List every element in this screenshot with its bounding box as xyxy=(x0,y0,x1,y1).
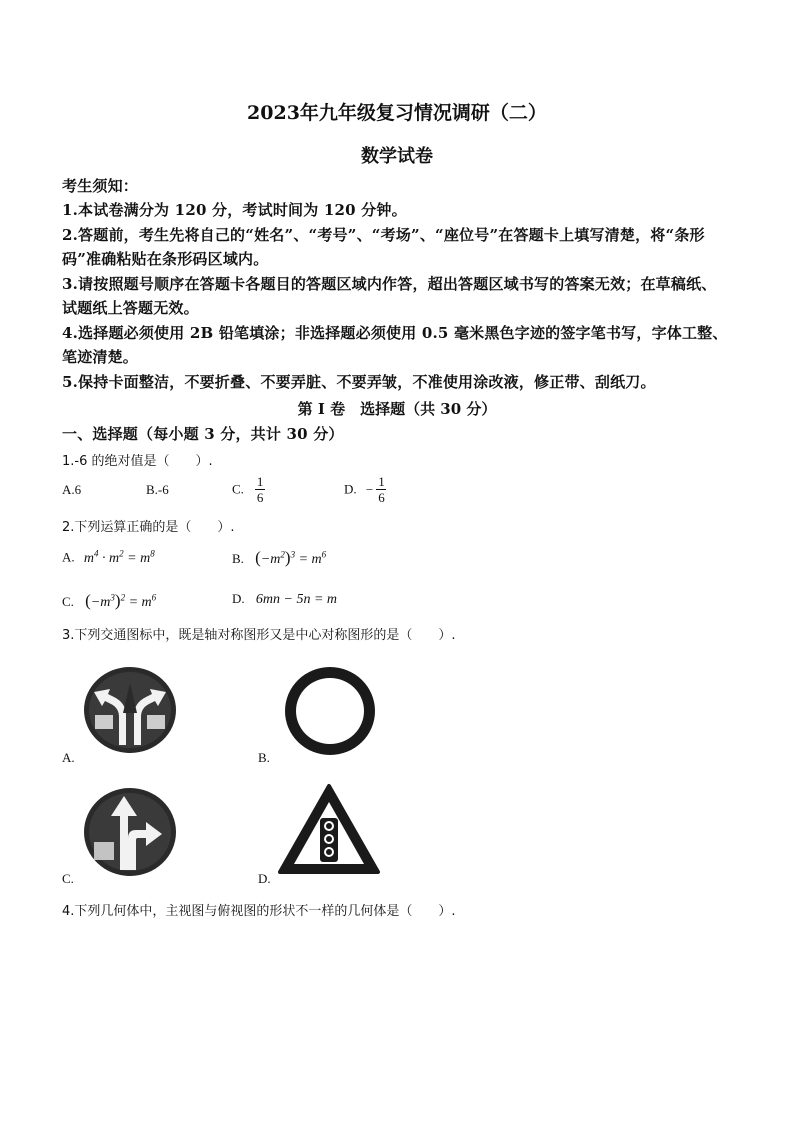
q2-option-b xyxy=(232,548,326,568)
q3-option-c: C. xyxy=(62,871,74,886)
question-1-stem: 1.-6 的绝对值是（ ）. xyxy=(62,454,213,469)
q3-option-d: D. xyxy=(258,871,271,886)
exam-title: 2023年九年级复习情况调研（二） xyxy=(247,102,547,124)
q1-fraction-d-num: 1 xyxy=(378,474,385,489)
q1-fraction-c-num: 1 xyxy=(256,474,264,489)
question-4-stem: 4.下列几何体中，主视图与俯视图的形状不一样的几何体是（ ）. xyxy=(62,904,456,919)
traffic-sign-b-icon xyxy=(282,665,378,757)
notice-line-6: 4.选择题必须使用 2B 铅笔填涂；非选择题必须使用 0.5 毫米黑色字迹的签字笔书写，字体工整、 xyxy=(62,324,728,342)
notice-line-5: 试题纸上答题无效。 xyxy=(62,299,199,317)
q1-option-a: A.6 xyxy=(62,482,82,497)
q2-option-c-label: C. xyxy=(62,594,74,609)
q3-option-b: B. xyxy=(258,750,270,765)
q1-option-d-sign: − xyxy=(365,481,374,497)
traffic-sign-d-icon xyxy=(276,782,382,878)
notice-heading: 考生须知： xyxy=(62,177,139,195)
q2-option-c-expr: $(-m^3)^2 = m^6$ xyxy=(85,591,157,610)
q1-option-b: B.-6 xyxy=(146,482,169,497)
traffic-sign-a-icon xyxy=(80,665,180,755)
q1-option-c xyxy=(232,474,265,505)
q2-option-d xyxy=(232,591,337,608)
notice-line-8: 5.保持卡面整洁，不要折叠、不要弄脏、不要弄皱，不准使用涂改液，修正带、刮纸刀。 xyxy=(62,373,656,391)
q3-option-a: A. xyxy=(62,750,75,765)
q1-fraction-d xyxy=(376,474,386,505)
q2-option-d-label: D. xyxy=(232,591,245,606)
question-3-stem: 3.下列交通图标中，既是轴对称图形又是中心对称图形的是（ ）. xyxy=(62,628,456,643)
q1-fraction-d-den: 6 xyxy=(378,490,385,505)
q2-option-a-label: A. xyxy=(62,549,75,565)
exam-subject: 数学试卷 xyxy=(361,146,433,167)
q1-fraction-c-den: 6 xyxy=(256,490,264,505)
q2-option-d-expr: 6mn − 5n = m xyxy=(255,592,338,607)
q1-option-d-label: D. xyxy=(344,481,357,497)
q2-option-c xyxy=(62,591,156,611)
q2-option-b-expr: $(-m^2)^3 = m^6$ xyxy=(255,548,327,567)
part-heading: 一、选择题（每小题 3 分，共计 30 分） xyxy=(62,425,344,443)
notice-line-3: 码”准确粘贴在条形码区域内。 xyxy=(62,250,269,268)
q1-option-c-label: C. xyxy=(232,481,244,497)
q2-option-b-label: B. xyxy=(232,551,244,566)
notice-line-4: 3.请按照题号顺序在答题卡各题目的答题区域内作答，超出答题区域书写的答案无效；在草稿纸、 xyxy=(62,275,717,293)
notice-line-2: 2.答题前，考生先将自己的“姓名”、“考号”、“考场”、“座位号”在答题卡上填写清楚，将“条形 xyxy=(62,226,705,244)
notice-line-1: 1.本试卷满分为 120 分，考试时间为 120 分钟。 xyxy=(62,201,407,219)
q2-option-a-expr: $m^4 \cdot m^2 = m^8$ xyxy=(83,548,155,566)
question-2-stem: 2.下列运算正确的是（ ）. xyxy=(62,520,235,535)
q1-fraction-c xyxy=(255,474,265,505)
volume-heading: 第 I 卷 选择题（共 30 分） xyxy=(297,400,497,418)
notice-line-7: 笔迹清楚。 xyxy=(62,348,139,366)
q1-option-d xyxy=(344,474,386,505)
traffic-sign-c-icon xyxy=(80,786,180,878)
q2-option-a xyxy=(62,548,155,567)
